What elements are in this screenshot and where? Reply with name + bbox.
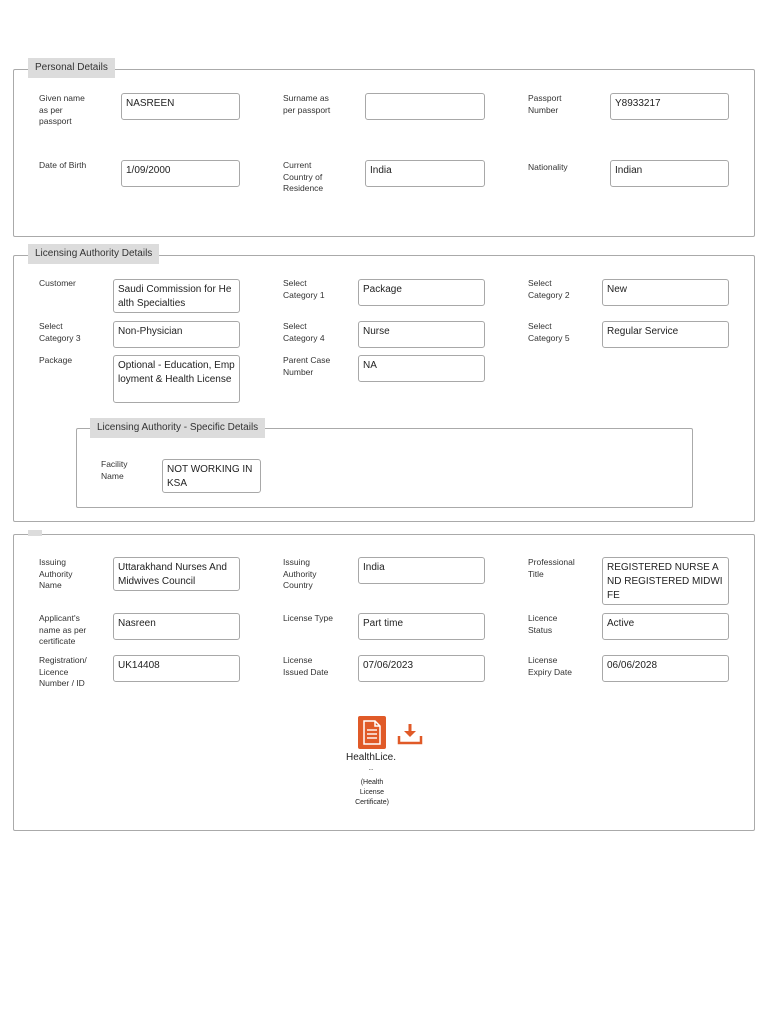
professional-title-label: Professional Title (528, 557, 575, 579)
nationality-field[interactable]: Indian (610, 160, 729, 187)
category-1-field[interactable]: Package (358, 279, 485, 306)
licence-status-label: Licence Status (528, 613, 558, 635)
licence-status-field[interactable]: Active (602, 613, 729, 640)
category-4-field[interactable]: Nurse (358, 321, 485, 348)
category-1-label: Select Category 1 (283, 278, 325, 300)
registration-number-field[interactable]: UK14408 (113, 655, 240, 682)
category-2-label: Select Category 2 (528, 278, 570, 300)
surname-label: Surname as per passport (283, 93, 331, 115)
licensing-authority-title: Licensing Authority Details (28, 244, 159, 264)
facility-name-field[interactable]: NOT WORKING IN KSA (162, 459, 261, 493)
category-2-field[interactable]: New (602, 279, 729, 306)
given-name-label: Given name as per passport (39, 93, 85, 126)
parent-case-label: Parent Case Number (283, 355, 331, 377)
registration-number-label: Registration/ Licence Number / ID (39, 655, 87, 688)
personal-details-title: Personal Details (28, 58, 115, 78)
customer-field[interactable]: Saudi Commission for Health Specialties (113, 279, 240, 313)
file-caption: (Health License Certificate) (355, 779, 389, 806)
category-5-field[interactable]: Regular Service (602, 321, 729, 348)
date-of-birth-label: Date of Birth (39, 160, 87, 170)
license-issued-date-field[interactable]: 07/06/2023 (358, 655, 485, 682)
category-3-field[interactable]: Non-Physician (113, 321, 240, 348)
package-field[interactable]: Optional - Education, Employment & Health License (113, 355, 240, 403)
license-expiry-date-label: License Expiry Date (528, 655, 572, 677)
current-country-field[interactable]: India (365, 160, 485, 187)
applicant-name-label: Applicant's name as per certificate (39, 613, 87, 646)
facility-name-label: Facility Name (101, 459, 128, 481)
current-country-label: Current Country of Residence (283, 160, 324, 193)
date-of-birth-field[interactable]: 1/09/2000 (121, 160, 240, 187)
document-icon[interactable] (358, 716, 386, 749)
given-name-field[interactable]: NASREEN (121, 93, 240, 120)
nationality-label: Nationality (528, 162, 568, 172)
license-details-title (28, 530, 42, 536)
license-expiry-date-field[interactable]: 06/06/2028 (602, 655, 729, 682)
file-name-ellipsis: .. (368, 763, 374, 772)
package-label: Package (39, 355, 73, 365)
category-4-label: Select Category 4 (283, 321, 325, 343)
passport-number-field[interactable]: Y8933217 (610, 93, 729, 120)
passport-number-label: Passport Number (528, 93, 562, 115)
issuing-authority-name-field[interactable]: Uttarakhand Nurses And Midwives Council (113, 557, 240, 591)
issuing-authority-name-label: Issuing Authority Name (39, 557, 73, 590)
specific-details-title: Licensing Authority - Specific Details (90, 418, 265, 438)
license-type-field[interactable]: Part time (358, 613, 485, 640)
file-name[interactable]: HealthLice. (345, 752, 397, 763)
category-5-label: Select Category 5 (528, 321, 570, 343)
download-icon[interactable] (397, 722, 423, 746)
license-type-label: License Type (283, 613, 333, 623)
parent-case-field[interactable]: NA (358, 355, 485, 382)
professional-title-field[interactable]: REGISTERED NURSE AND REGISTERED MIDWIFE (602, 557, 729, 605)
issuing-authority-country-label: Issuing Authority Country (283, 557, 317, 590)
category-3-label: Select Category 3 (39, 321, 81, 343)
issuing-authority-country-field[interactable]: India (358, 557, 485, 584)
license-issued-date-label: License Issued Date (283, 655, 329, 677)
customer-label: Customer (39, 278, 76, 288)
surname-field[interactable] (365, 93, 485, 120)
applicant-name-field[interactable]: Nasreen (113, 613, 240, 640)
